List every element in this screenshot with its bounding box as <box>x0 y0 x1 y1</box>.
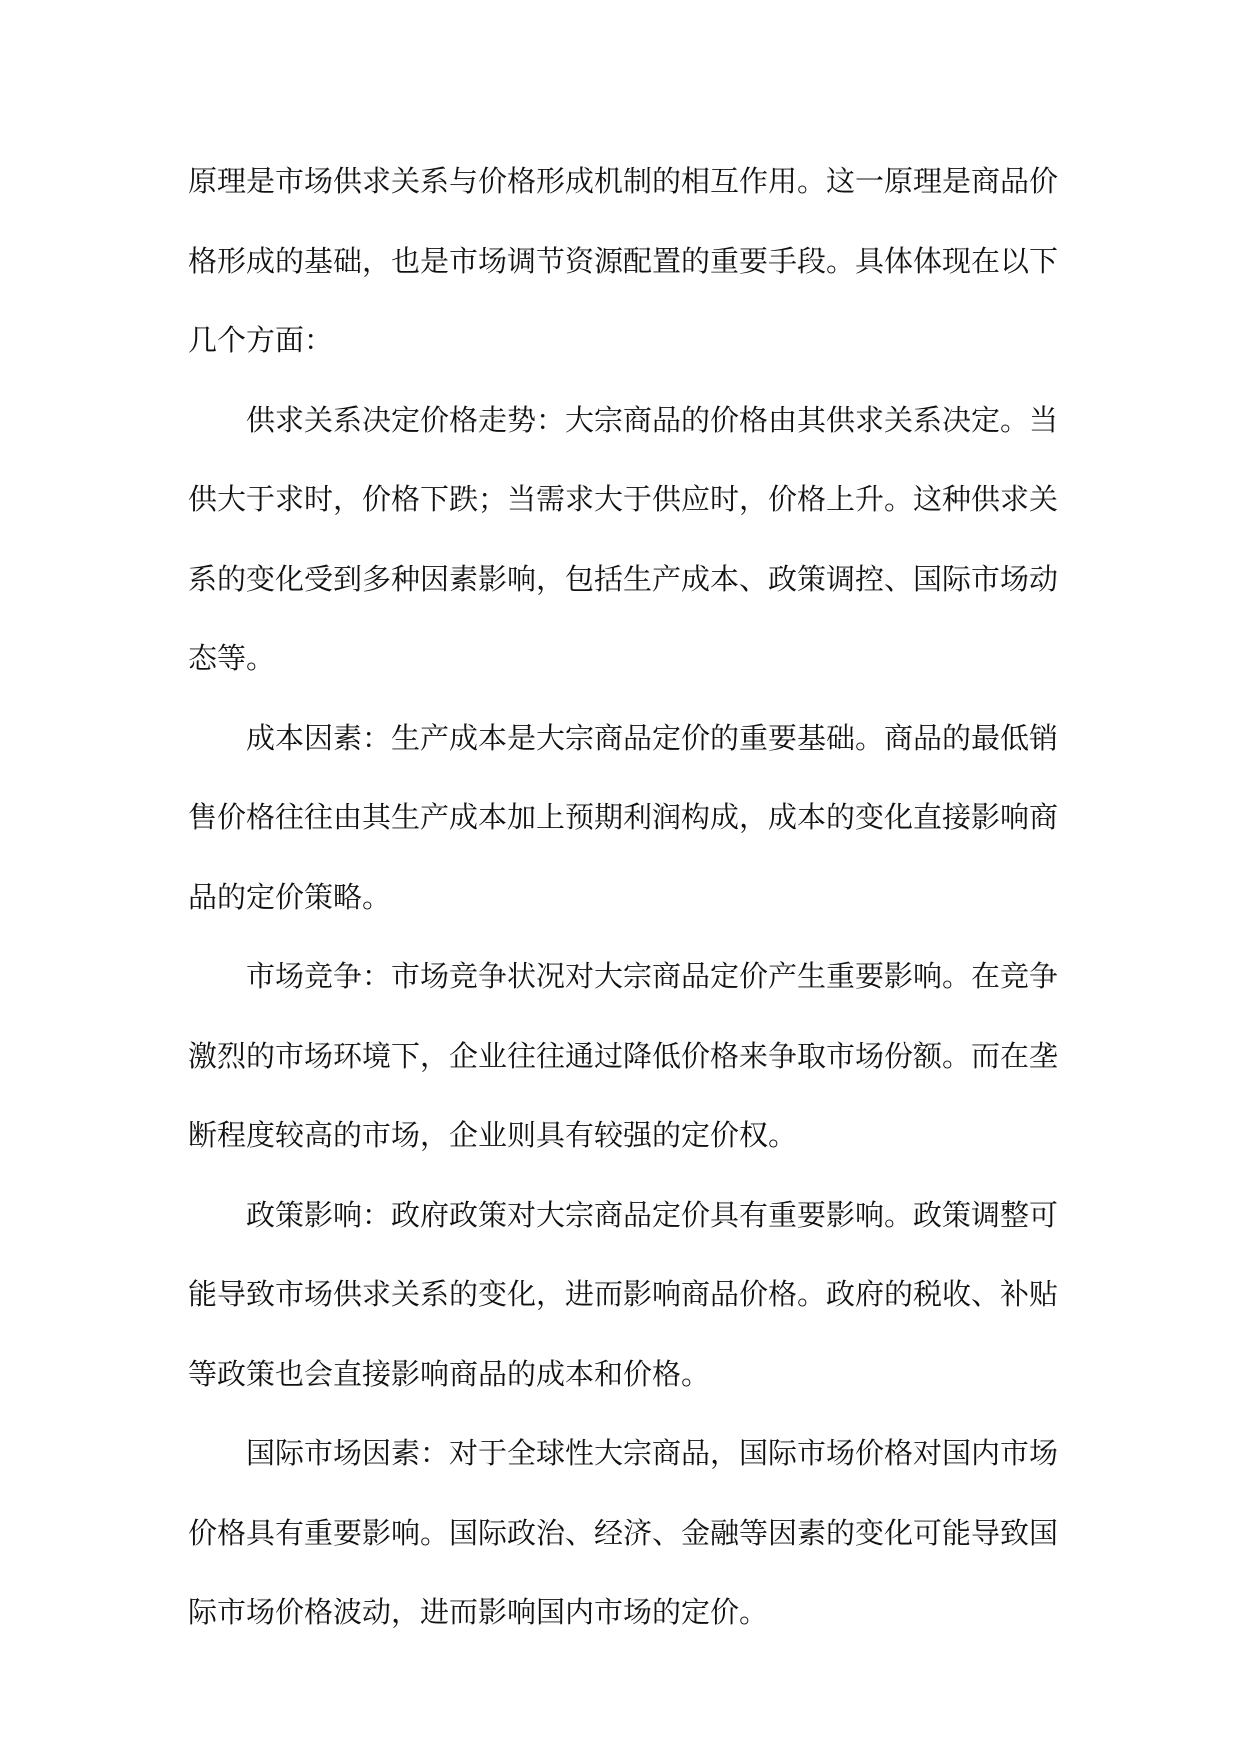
paragraph-cost-factors: 成本因素：生产成本是大宗商品定价的重要基础。商品的最低销售价格往往由其生产成本加上预期利润构成，成本的变化直接影响商品的定价策略。 <box>188 720 1059 914</box>
paragraph-policy-impact: 政策影响：政府政策对大宗商品定价具有重要影响。政策调整可能导致市场供求关系的变化，进而影响商品价格。政府的税收、补贴等政策也会直接影响商品的成本和价格。 <box>188 1197 1059 1391</box>
paragraph-market-competition: 市场竞争：市场竞争状况对大宗商品定价产生重要影响。在竞争激烈的市场环境下，企业往往通过降低价格来争取市场份额。而在垄断程度较高的市场，企业则具有较强的定价权。 <box>188 959 1059 1152</box>
paragraph-international-market: 国际市场因素：对于全球性大宗商品，国际市场价格对国内市场价格具有重要影响。国际政治、经济、金融等因素的变化可能导致国际市场价格波动，进而影响国内市场的定价。 <box>188 1436 1059 1629</box>
paragraph-intro: 原理是市场供求关系与价格形成机制的相互作用。这一原理是商品价格形成的基础，也是市场调节资源配置的重要手段。具体体现在以下几个方面： <box>188 164 1059 357</box>
document-body <box>188 142 1058 1653</box>
paragraph-supply-demand: 供求关系决定价格走势：大宗商品的价格由其供求关系决定。当供大于求时，价格下跌；当需求大于供应时，价格上升。这种供求关系的变化受到多种因素影响，包括生产成本、政策调控、国际市场动态等。 <box>188 402 1059 675</box>
